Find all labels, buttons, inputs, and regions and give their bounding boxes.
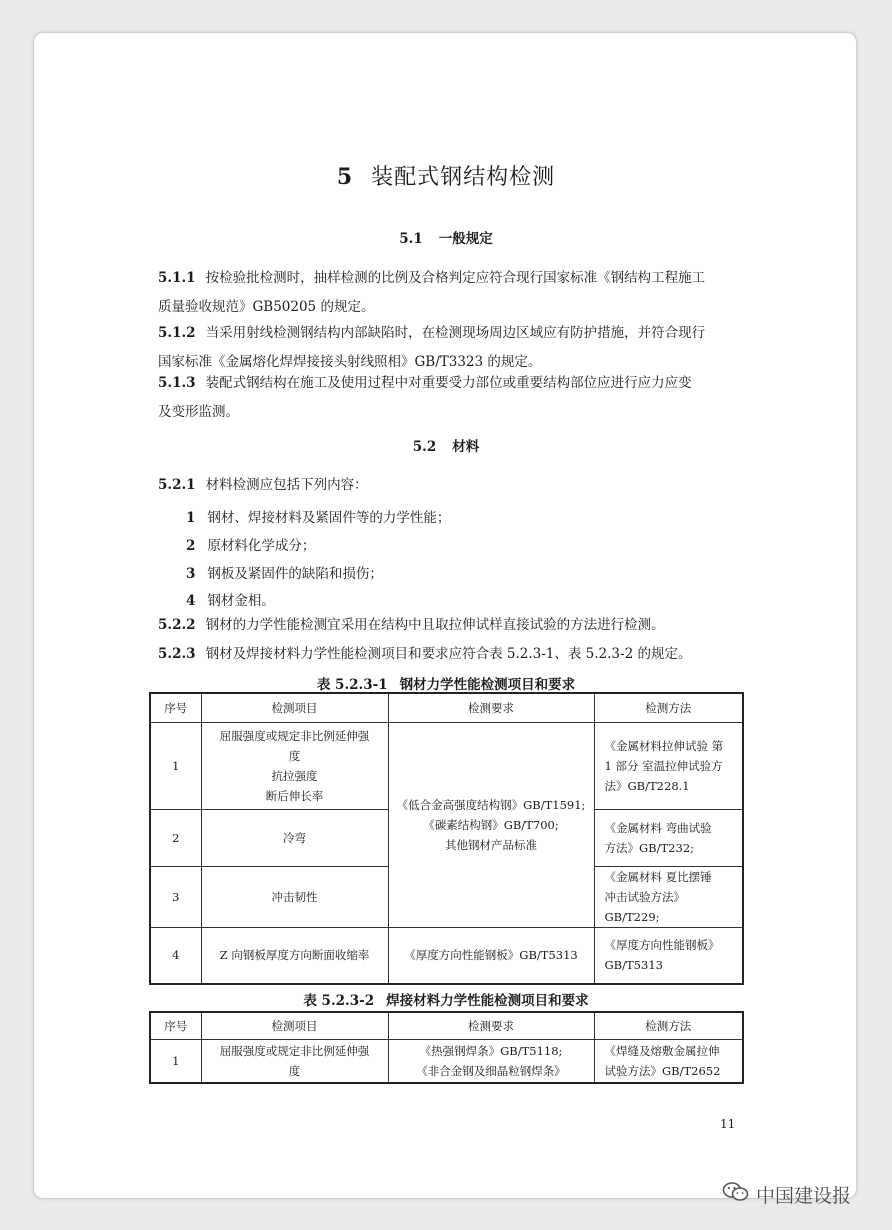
method-cell: 《焊缝及熔敷金属拉伸 试验方法》GB/T2652 — [594, 1039, 743, 1083]
list-item: 4 钢材金相。 — [186, 593, 275, 609]
clause-5-2-1: 5.2.1 材料检测应包括下列内容： — [158, 477, 368, 493]
column-header: 序号 — [150, 693, 201, 722]
requirement-cell-merged: 《低合金高强度结构钢》GB/T1591; 《碳素结构钢》GB/T700; 其他钢材产品标准 — [388, 722, 594, 927]
column-header: 检测方法 — [594, 1012, 743, 1039]
column-header: 检测项目 — [201, 693, 388, 722]
row-number: 1 — [150, 722, 201, 809]
test-item-cell: 冲击韧性 — [201, 866, 388, 927]
requirement-cell: 《热强钢焊条》GB/T5118; 《非合金钢及细晶粒钢焊条》 — [388, 1039, 594, 1083]
table-caption-5-2-3-1: 表 5.2.3-1 钢材力学性能检测项目和要求 — [316, 677, 576, 693]
row-number: 2 — [150, 809, 201, 866]
column-header: 检测要求 — [388, 1012, 594, 1039]
list-item: 2 原材料化学成分； — [186, 538, 316, 554]
clause-5-1-2: 5.1.2 当采用射线检测钢结构内部缺陷时，在检测现场周边区域应有防护措施，并符合现行 国家标准《金属熔化焊焊接接头射线照相》GB/T3323 的规定。 — [158, 325, 706, 370]
list-item: 1 钢材、焊接材料及紧固件等的力学性能； — [186, 510, 451, 526]
column-header: 检测要求 — [388, 693, 594, 722]
table-header-row — [150, 1012, 743, 1039]
row-number: 1 — [150, 1039, 201, 1083]
table-row — [150, 927, 743, 984]
welding-material-properties-table — [149, 1011, 744, 1084]
test-item-cell: 屈服强度或规定非比例延伸强 度 抗拉强度 断后伸长率 — [201, 722, 388, 809]
list-item: 3 钢板及紧固件的缺陷和损伤； — [186, 566, 383, 582]
method-cell: 《金属材料 弯曲试验 方法》GB/T232; — [594, 809, 743, 866]
table-row — [150, 1039, 743, 1083]
table-header-row — [150, 693, 743, 722]
clause-5-1-1: 5.1.1 按检验批检测时，抽样检测的比例及合格判定应符合现行国家标准《钢结构工程施工 质量验收规范》GB50205 的规定。 — [158, 270, 706, 315]
column-header: 检测方法 — [594, 693, 743, 722]
method-cell: 《金属材料 夏比摆锤 冲击试验方法》GB/T229; — [594, 866, 743, 927]
column-header: 检测项目 — [201, 1012, 388, 1039]
steel-mechanical-properties-table — [149, 692, 744, 985]
section-heading-5-2: 5.2 材料 — [412, 439, 480, 455]
wechat-icon — [722, 1181, 756, 1208]
row-number: 3 — [150, 866, 201, 927]
watermark — [722, 1181, 851, 1208]
page-number: 11 — [720, 1117, 736, 1131]
column-header: 序号 — [150, 1012, 201, 1039]
test-item-cell: Z 向钢板厚度方向断面收缩率 — [201, 927, 388, 984]
test-item-cell: 屈服强度或规定非比例延伸强 度 — [201, 1039, 388, 1083]
clause-5-2-3: 5.2.3 钢材及焊接材料力学性能检测项目和要求应符合表 5.2.3-1、表 5.2.3-2 的规定。 — [158, 646, 692, 662]
section-heading-5-1: 5.1 一般规定 — [399, 231, 493, 247]
test-item-cell: 冷弯 — [201, 809, 388, 866]
clause-5-1-3: 5.1.3 装配式钢结构在施工及使用过程中对重要受力部位或重要结构部位应进行应力应变 及变形监测。 — [158, 375, 692, 420]
table-row — [150, 722, 743, 809]
chapter-title: 5 装配式钢结构检测 — [336, 164, 556, 190]
method-cell: 《厚度方向性能钢板》 GB/T5313 — [594, 927, 743, 984]
watermark-text: 中国建设报 — [756, 1185, 852, 1207]
row-number: 4 — [150, 927, 201, 984]
method-cell: 《金属材料拉伸试验 第 1 部分 室温拉伸试验方 法》GB/T228.1 — [594, 722, 743, 809]
table-caption-5-2-3-2: 表 5.2.3-2 焊接材料力学性能检测项目和要求 — [303, 993, 589, 1009]
requirement-cell: 《厚度方向性能钢板》GB/T5313 — [388, 927, 594, 984]
clause-5-2-2: 5.2.2 钢材的力学性能检测宜采用在结构中且取拉伸试样直接试验的方法进行检测。 — [158, 617, 665, 633]
